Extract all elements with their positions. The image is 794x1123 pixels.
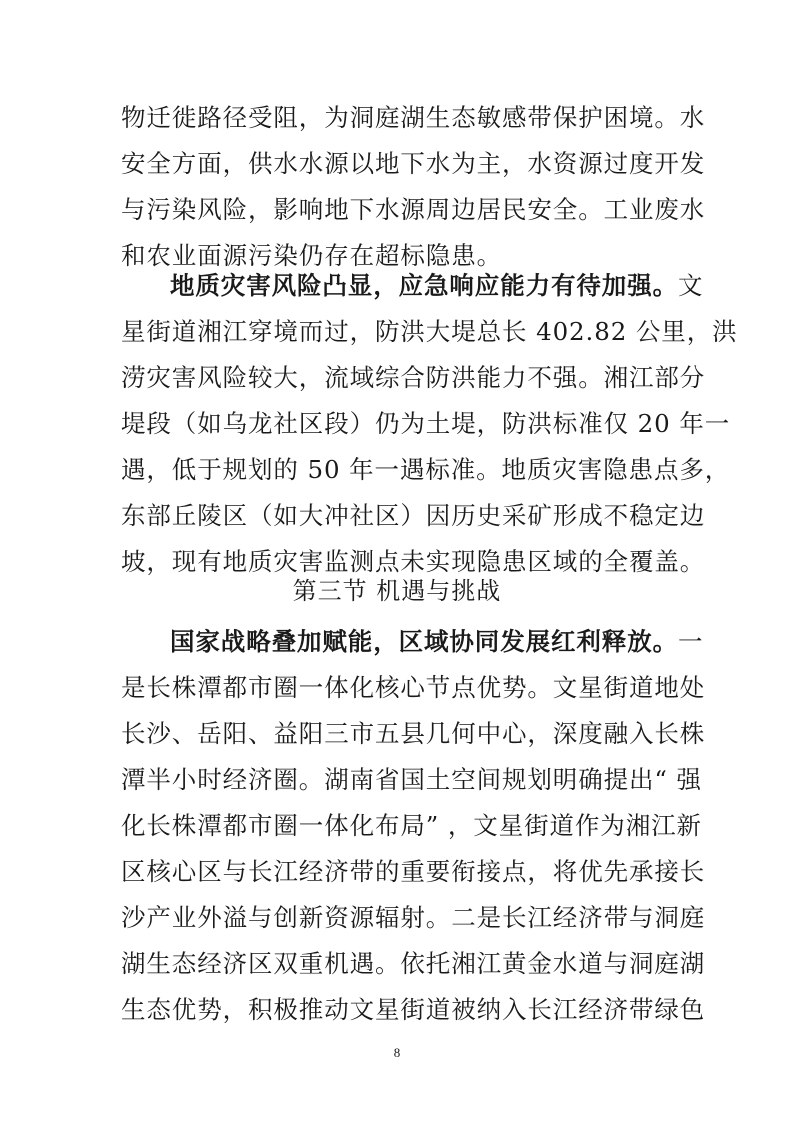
paragraph-first-line [121, 263, 704, 309]
page-number: 8 [393, 1045, 401, 1060]
text-line: 区核心区与长江经济带的重要衔接点，将优先承接长 [121, 857, 706, 886]
text-line: 沙产业外溢与创新资源辐射。二是长江经济带与洞庭 [121, 903, 706, 932]
text-line: 东部丘陵区（如大冲社区）因历史采矿形成不稳定边 [121, 501, 706, 530]
text-line: 湖生态经济区双重机遇。依托湘江黄金水道与洞庭湖 [121, 949, 706, 978]
text-line: 遇，低于规划的 50 年一遇标准。地质灾害隐患点多， [121, 455, 731, 484]
text-line: 安全方面，供水水源以地下水为主，水资源过度开发 [121, 149, 706, 178]
text-line: 和农业面源污染仍存在超标隐患。 [121, 241, 502, 270]
text-line: 星街道湘江穿境而过，防洪大堤总长 402.82 公里，洪 [121, 317, 738, 346]
text-line: 涝灾害风险较大，流域综合防洪能力不强。湘江部分 [121, 363, 706, 392]
text-run: 一 [678, 627, 704, 656]
text-line: 化长株潭都市圈一体化布局” ，文星街道作为湘江新 [121, 811, 702, 840]
section-heading: 第三节 机遇与挑战 [292, 577, 502, 605]
text-line: 与污染风险，影响地下水源周边居民安全。工业废水 [121, 195, 706, 224]
text-line: 物迁徙路径受阻，为洞庭湖生态敏感带保护困境。水 [121, 103, 706, 132]
text-run: 文 [678, 271, 704, 300]
text-line: 堤段（如乌龙社区段）仍为土堤，防洪标准仅 20 年一 [121, 409, 731, 438]
paragraph-geological-hazard [121, 263, 738, 585]
text-line: 是长株潭都市圈一体化核心节点优势。文星街道地处 [121, 673, 706, 702]
paragraph-opportunities [121, 619, 706, 1033]
paragraph-water-safety [121, 95, 706, 279]
text-line: 长沙、岳阳、益阳三市五县几何中心，深度融入长株 [121, 719, 706, 748]
text-line: 生态优势，积极推动文星街道被纳入长江经济带绿色 [121, 995, 706, 1024]
paragraph-heading: 国家战略叠加赋能，区域协同发展红利释放。 [170, 627, 678, 656]
paragraph-first-line [121, 619, 704, 665]
text-line: 潭半小时经济圈。湖南省国土空间规划明确提出“ 强 [121, 765, 702, 794]
paragraph-heading: 地质灾害风险凸显，应急响应能力有待加强。 [170, 271, 678, 300]
text-line: 坡，现有地质灾害监测点未实现隐患区域的全覆盖。 [121, 547, 706, 576]
